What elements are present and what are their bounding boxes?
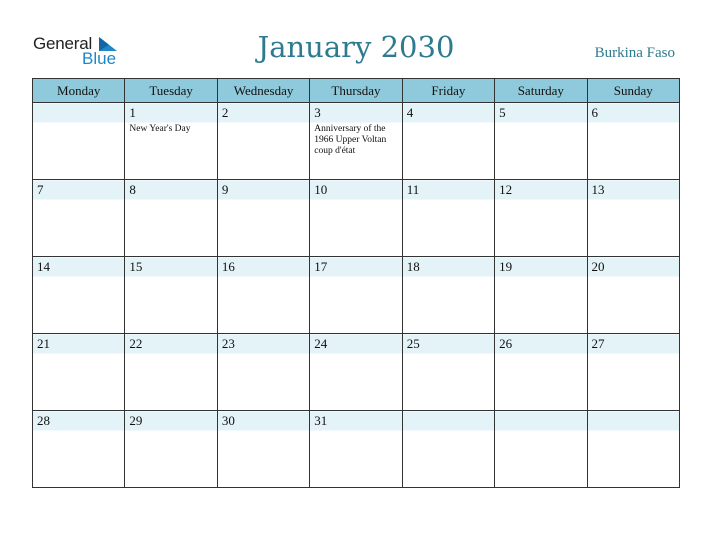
weekday-header: Wednesday bbox=[217, 79, 309, 103]
week-row bbox=[33, 411, 680, 488]
calendar-grid bbox=[32, 78, 680, 488]
day-cell bbox=[217, 103, 309, 180]
day-number: 31 bbox=[314, 413, 328, 428]
day-cell bbox=[125, 411, 217, 488]
day-number: 6 bbox=[591, 105, 599, 120]
day-cell bbox=[310, 103, 402, 180]
day-number: 4 bbox=[406, 105, 414, 120]
logo-text-general: General bbox=[33, 34, 93, 53]
day-number bbox=[33, 103, 124, 104]
week-row bbox=[33, 103, 680, 180]
day-cell bbox=[402, 257, 494, 334]
day-number: 16 bbox=[221, 259, 235, 274]
day-number: 18 bbox=[406, 259, 420, 274]
day-number: 3 bbox=[314, 105, 321, 120]
weekday-header: Saturday bbox=[495, 79, 587, 103]
day-cell bbox=[125, 257, 217, 334]
day-cell bbox=[125, 103, 217, 180]
day-cell bbox=[33, 180, 125, 257]
week-row bbox=[33, 257, 680, 334]
weekday-header: Tuesday bbox=[125, 79, 217, 103]
day-number: 30 bbox=[221, 413, 235, 428]
day-number: 2 bbox=[221, 105, 229, 120]
day-number: 5 bbox=[499, 105, 506, 120]
day-cell bbox=[33, 411, 125, 488]
day-cell bbox=[402, 411, 494, 488]
day-cell bbox=[310, 257, 402, 334]
day-cell bbox=[495, 257, 587, 334]
day-number: 1 bbox=[129, 105, 136, 120]
day-number: 10 bbox=[314, 182, 328, 197]
day-cell bbox=[402, 334, 494, 411]
day-number: 28 bbox=[37, 413, 50, 428]
day-cell bbox=[587, 411, 679, 488]
day-cell bbox=[310, 334, 402, 411]
day-cell bbox=[495, 103, 587, 180]
weekday-header-row bbox=[33, 79, 680, 103]
weekday-header: Thursday bbox=[310, 79, 402, 103]
day-cell bbox=[587, 334, 679, 411]
page-title: January 2030 bbox=[257, 30, 455, 64]
day-cell bbox=[125, 334, 217, 411]
day-cell bbox=[402, 180, 494, 257]
week-row bbox=[33, 334, 680, 411]
day-cell bbox=[495, 411, 587, 488]
week-row bbox=[33, 180, 680, 257]
day-number bbox=[588, 411, 679, 412]
day-number: 20 bbox=[591, 259, 605, 274]
holiday-label: New Year's Day bbox=[129, 124, 191, 134]
day-number: 17 bbox=[314, 259, 328, 274]
day-cell bbox=[587, 103, 679, 180]
day-cell bbox=[310, 180, 402, 257]
day-cell bbox=[495, 180, 587, 257]
holiday-label: Anniversary of the 1966 Upper Voltan coup d'état bbox=[314, 124, 387, 156]
day-number: 11 bbox=[406, 182, 420, 197]
day-number: 12 bbox=[499, 182, 513, 197]
day-number: 13 bbox=[591, 182, 605, 197]
day-cell bbox=[310, 411, 402, 488]
day-number: 14 bbox=[37, 259, 50, 274]
day-number: 21 bbox=[37, 336, 50, 351]
day-number: 22 bbox=[129, 336, 143, 351]
day-number: 25 bbox=[406, 336, 420, 351]
day-cell bbox=[217, 180, 309, 257]
day-cell bbox=[217, 257, 309, 334]
day-cell bbox=[33, 103, 125, 180]
day-number bbox=[403, 411, 494, 412]
day-cell bbox=[217, 411, 309, 488]
day-number: 23 bbox=[221, 336, 235, 351]
day-number: 7 bbox=[37, 182, 44, 197]
day-number: 8 bbox=[129, 182, 136, 197]
day-cell bbox=[587, 180, 679, 257]
logo-text-blue: Blue bbox=[82, 49, 117, 68]
day-number: 27 bbox=[591, 336, 605, 351]
day-number: 19 bbox=[499, 259, 513, 274]
day-cell bbox=[33, 257, 125, 334]
day-number bbox=[495, 411, 586, 412]
day-cell bbox=[125, 180, 217, 257]
day-cell bbox=[33, 334, 125, 411]
weekday-header: Sunday bbox=[587, 79, 679, 103]
day-cell bbox=[217, 334, 309, 411]
weekday-header: Monday bbox=[33, 79, 125, 103]
day-cell bbox=[495, 334, 587, 411]
day-number: 26 bbox=[499, 336, 513, 351]
day-number: 29 bbox=[129, 413, 143, 428]
day-cell bbox=[587, 257, 679, 334]
day-number: 24 bbox=[314, 336, 328, 351]
day-number: 15 bbox=[129, 259, 143, 274]
day-cell bbox=[402, 103, 494, 180]
day-number: 9 bbox=[221, 182, 229, 197]
weekday-header: Friday bbox=[402, 79, 494, 103]
country-label: Burkina Faso bbox=[594, 45, 675, 61]
